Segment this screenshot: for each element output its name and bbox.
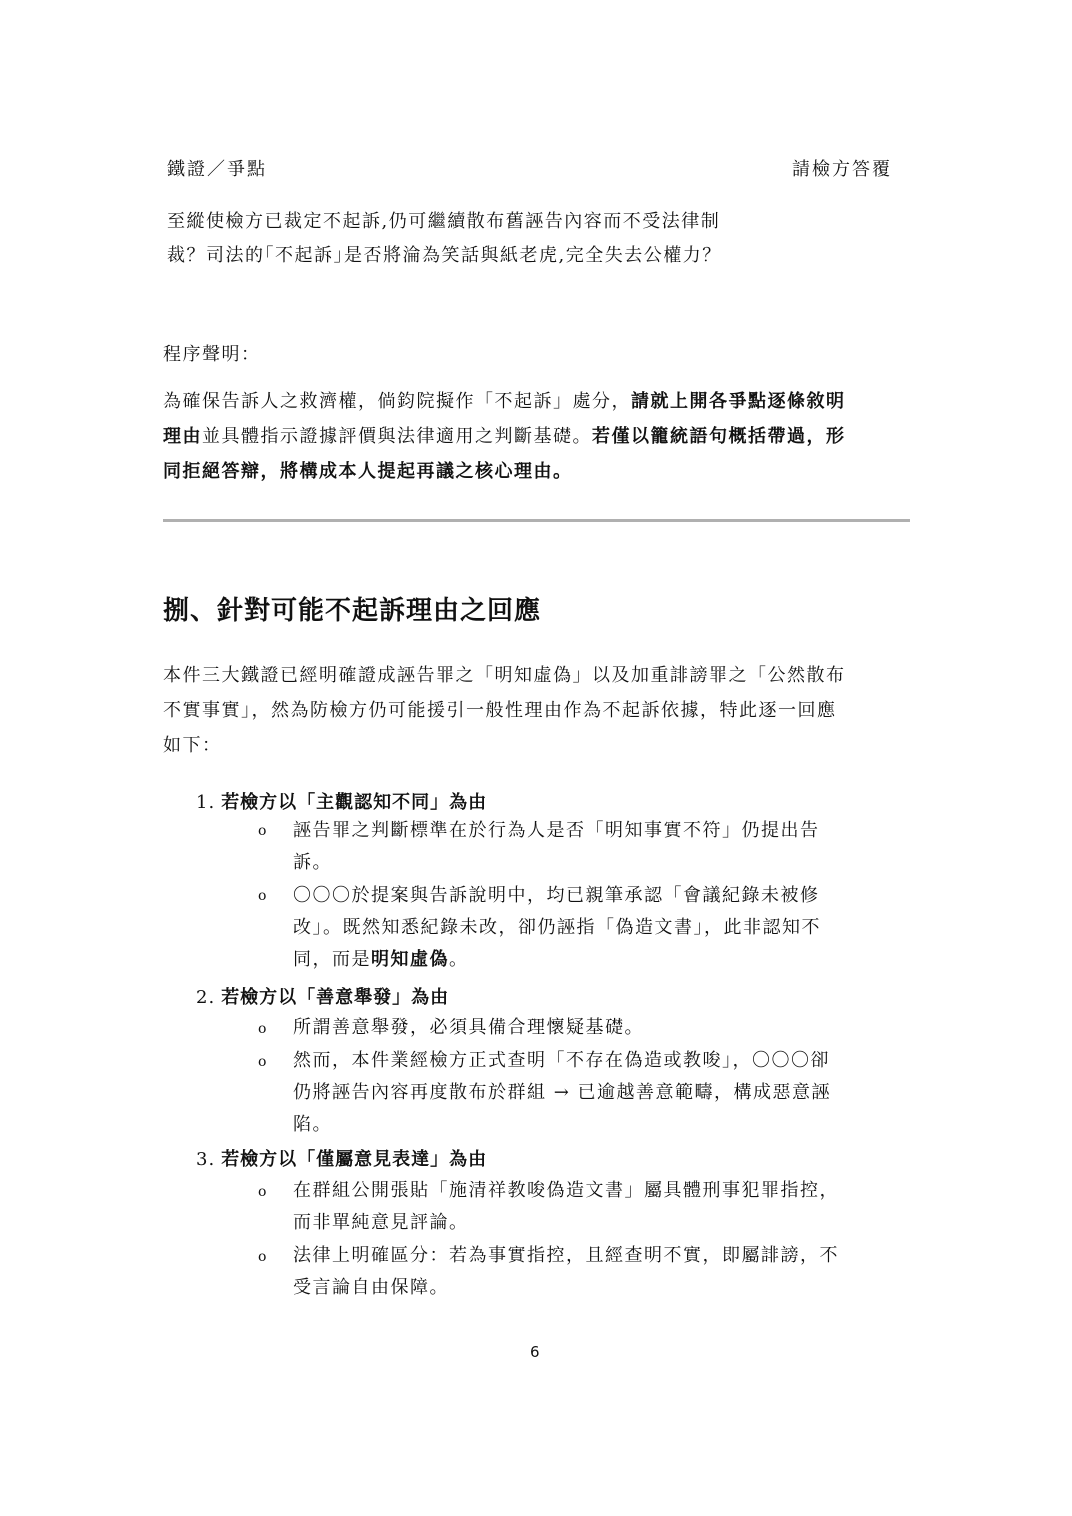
section-heading: 捌、針對可能不起訴理由之回應 <box>163 596 542 626</box>
procedure-title <box>163 337 261 373</box>
list-item-title: 若檢方以「善意舉發」為由 <box>221 987 450 1008</box>
section-intro-line-3: 如下： <box>163 735 222 756</box>
sub-item-3a-line-2: 而非單純意見評論。 <box>293 1212 469 1233</box>
procedure-text-2: 並具體指示證據評價與法律適用之判斷基礎。 <box>202 426 592 447</box>
sub-item-1a-line-1: 誣告罪之判斷標準在於行為人是否「明知事實不符」仍提出告 <box>293 820 820 841</box>
bullet-icon: o <box>258 1184 267 1200</box>
sub-text-end: 。 <box>449 949 469 970</box>
procedure-line-1 <box>163 384 923 420</box>
sub-item-1b-line-1: 〇〇〇於提案與告訴說明中，均已親筆承認「會議紀錄未被修 <box>293 885 820 906</box>
list-item-number: 1. <box>196 792 216 813</box>
section-divider <box>163 519 910 522</box>
header-left: 鐵證／爭點 <box>167 159 267 180</box>
list-item-3 <box>196 1145 487 1171</box>
bullet-icon: o <box>258 1021 267 1037</box>
section-intro-line-2: 不實事實」，然為防檢方仍可能援引一般性理由作為不起訴依據，特此逐一回應 <box>163 700 837 721</box>
header-right: 請檢方答覆 <box>792 159 892 180</box>
sub-item-2b-line-3: 陷。 <box>293 1114 332 1135</box>
procedure-bold-1: 請就上開各爭點逐條敘明 <box>631 391 846 412</box>
page-number: 6 <box>530 1343 540 1361</box>
bullet-icon: o <box>258 888 267 904</box>
procedure-line-3 <box>163 454 573 490</box>
procedure-title-text: 程序聲明： <box>163 344 261 365</box>
sub-item-2b-line-2: 仍將誣告內容再度散布於群組 → 已逾越善意範疇，構成惡意誣 <box>293 1082 832 1103</box>
sub-bold: 明知虛偽 <box>371 949 449 970</box>
list-item-2 <box>196 983 449 1009</box>
procedure-bold-3: 若僅以籠統語句概括帶過，形 <box>592 426 846 447</box>
list-item-title: 若檢方以「主觀認知不同」為由 <box>221 792 488 813</box>
sub-item-3b-line-2: 受言論自由保障。 <box>293 1277 449 1298</box>
list-item-1 <box>196 788 487 814</box>
intro-line-1: 至縱使檢方已裁定不起訴,仍可繼續散布舊誣告內容而不受法律制 <box>167 211 721 232</box>
procedure-bold-2: 理由 <box>163 426 202 447</box>
section-intro-line-1: 本件三大鐵證已經明確證成誣告罪之「明知虛偽」以及加重誹謗罪之「公然散布 <box>163 665 846 686</box>
bullet-icon: o <box>258 1054 267 1070</box>
bullet-icon: o <box>258 1249 267 1265</box>
sub-item-2a-line-1: 所謂善意舉發，必須具備合理懷疑基礎。 <box>293 1017 644 1038</box>
sub-item-3b-line-1: 法律上明確區分：若為事實指控，且經查明不實，即屬誹謗，不 <box>293 1245 839 1266</box>
sub-item-1b-line-3 <box>293 944 469 976</box>
sub-text: 同，而是 <box>293 949 371 970</box>
list-item-number: 3. <box>196 1149 216 1170</box>
sub-item-1a-line-2: 訴。 <box>293 852 332 873</box>
list-item-number: 2. <box>196 987 216 1008</box>
sub-item-2b-line-1: 然而，本件業經檢方正式查明「不存在偽造或教唆」，〇〇〇卻 <box>293 1050 830 1071</box>
procedure-bold-4: 同拒絕答辯，將構成本人提起再議之核心理由。 <box>163 461 573 482</box>
bullet-icon: o <box>258 823 267 839</box>
procedure-line-2 <box>163 419 923 455</box>
sub-item-3a-line-1: 在群組公開張貼「施清祥教唆偽造文書」屬具體刑事犯罪指控， <box>293 1180 839 1201</box>
list-item-title: 若檢方以「僅屬意見表達」為由 <box>221 1149 488 1170</box>
sub-item-1b-line-2: 改」。既然知悉紀錄未改，卻仍誣指「偽造文書」，此非認知不 <box>293 917 821 938</box>
procedure-text-1: 為確保告訴人之救濟權，倘鈞院擬作「不起訴」處分， <box>163 391 631 412</box>
intro-line-2: 裁？司法的｢不起訴｣是否將淪為笑話與紙老虎,完全失去公權力？ <box>167 245 722 266</box>
